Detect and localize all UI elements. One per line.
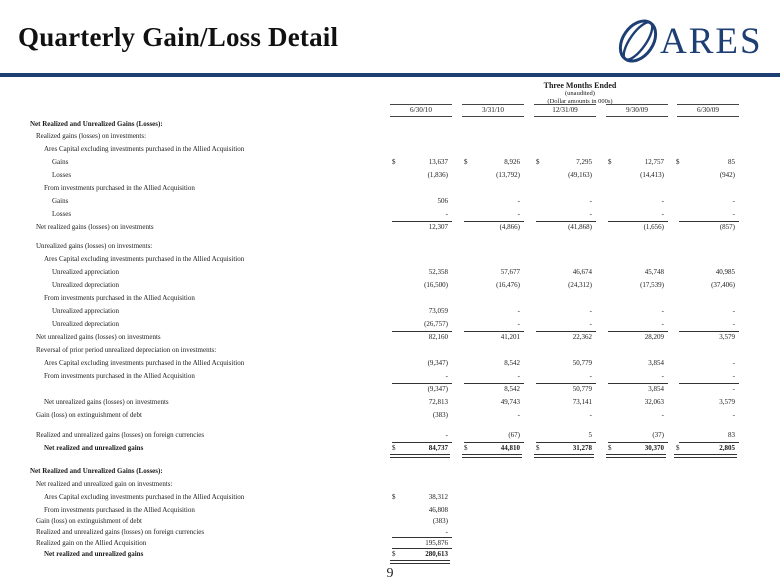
table-cell: 46,808: [428, 506, 448, 514]
table-cell: -: [589, 307, 592, 315]
table-cell: (37): [652, 431, 664, 439]
table-cell: -: [589, 411, 592, 419]
ares-globe-icon: [618, 14, 662, 68]
table-cell: (17,539): [640, 281, 664, 289]
table-cell: -: [661, 372, 664, 380]
table-cell: 3,579: [719, 333, 735, 341]
table-row: [0, 242, 780, 254]
table-cell: (67): [508, 431, 520, 439]
subtotal-rule: [536, 383, 596, 384]
table-cell: 46,674: [572, 268, 592, 276]
total-double-rule: [462, 454, 522, 458]
table-cell: 8,542: [504, 385, 520, 393]
header-rule: [0, 73, 780, 77]
dollar-sign: $: [536, 444, 540, 452]
table-cell: -: [661, 210, 664, 218]
row-label: Unrealized appreciation: [52, 268, 120, 276]
total-double-rule: [674, 454, 737, 458]
row-label: Net realized and unrealized gain on investments:: [36, 480, 173, 488]
table-cell: -: [661, 197, 664, 205]
table-cell: (942): [719, 171, 735, 179]
table-row: [0, 268, 780, 280]
table-row: [0, 411, 780, 423]
dollar-sign: $: [676, 158, 680, 166]
dollar-sign: $: [676, 444, 680, 452]
dollar-sign: $: [608, 158, 612, 166]
table-cell: (1,836): [427, 171, 448, 179]
table-cell: (14,413): [640, 171, 664, 179]
row-label: Gains: [52, 158, 69, 166]
table-row: [0, 307, 780, 319]
table-cell: 50,779: [572, 385, 592, 393]
row-label: Realized gains (losses) on investments:: [36, 132, 147, 140]
table-row: [0, 467, 780, 479]
table-cell: 28,209: [644, 333, 664, 341]
subtotal-rule: [464, 383, 524, 384]
table-cell: (16,500): [424, 281, 448, 289]
table-row: [0, 255, 780, 267]
table-cell: -: [517, 320, 520, 328]
total-double-rule: [534, 454, 594, 458]
table-row: [0, 493, 780, 505]
table-cell: 32,063: [644, 398, 664, 406]
group-subtitle: (unaudited): [565, 90, 595, 97]
row-label: Losses: [52, 171, 72, 179]
subtotal-rule: [608, 221, 668, 222]
total-double-rule: [390, 560, 450, 564]
table-row: [0, 444, 780, 456]
dollar-sign: $: [392, 444, 396, 452]
column-header-rule: [390, 104, 452, 105]
subtotal-rule: [679, 442, 739, 443]
row-label: From investments purchased in the Allied Acquisition: [44, 184, 195, 192]
subtotal-rule: [536, 221, 596, 222]
table-cell: 30,370: [644, 444, 664, 452]
table-cell: -: [732, 359, 735, 367]
table-cell: 2,805: [719, 444, 735, 452]
table-cell: -: [445, 431, 448, 439]
column-header: 12/31/09: [552, 106, 578, 114]
column-header: 9/30/09: [626, 106, 648, 114]
table-cell: (383): [432, 517, 448, 525]
row-label: Losses: [52, 210, 72, 218]
table-cell: 3,579: [719, 398, 735, 406]
table-cell: 5: [588, 431, 592, 439]
table-row: [0, 120, 780, 132]
table-row: [0, 333, 780, 345]
subtotal-rule: [536, 442, 596, 443]
subtotal-rule: [392, 442, 452, 443]
table-row: [0, 171, 780, 183]
table-cell: 13,637: [428, 158, 448, 166]
row-label: Unrealized appreciation: [52, 307, 120, 315]
table-cell: 8,542: [504, 359, 520, 367]
dollar-sign: $: [608, 444, 612, 452]
table-cell: 84,737: [428, 444, 448, 452]
table-cell: 3,854: [648, 385, 664, 393]
subtotal-rule: [608, 383, 668, 384]
subtotal-rule: [679, 331, 739, 332]
table-cell: -: [589, 372, 592, 380]
table-row: [0, 385, 780, 397]
row-label: Net realized and unrealized gains: [44, 444, 144, 452]
row-label: Net realized gains (losses) on investments: [36, 223, 154, 231]
table-cell: (383): [432, 411, 448, 419]
dollar-sign: $: [392, 550, 396, 558]
row-label: Ares Capital excluding investments purchased in the Allied Acquisition: [44, 359, 245, 367]
row-label: Unrealized depreciation: [52, 320, 120, 328]
table-row: [0, 132, 780, 144]
table-cell: -: [661, 320, 664, 328]
table-cell: 50,779: [572, 359, 592, 367]
table-row: [0, 281, 780, 293]
table-cell: (49,163): [568, 171, 592, 179]
row-label: Net unrealized gains (losses) on investments: [44, 398, 169, 406]
table-cell: -: [661, 411, 664, 419]
row-label: Gain (loss) on extinguishment of debt: [36, 517, 142, 525]
column-header-rule: [606, 104, 668, 105]
subtotal-rule: [608, 331, 668, 332]
table-cell: 73,059: [428, 307, 448, 315]
table-cell: -: [517, 307, 520, 315]
table-cell: -: [732, 411, 735, 419]
table-cell: 45,748: [644, 268, 664, 276]
table-cell: (13,792): [496, 171, 520, 179]
subtotal-rule: [464, 221, 524, 222]
table-cell: 57,677: [500, 268, 520, 276]
table-cell: (857): [719, 223, 735, 231]
page-title: Quarterly Gain/Loss Detail: [18, 22, 339, 52]
table-row: [0, 158, 780, 170]
subtotal-rule: [392, 383, 452, 384]
column-header-rule: [534, 116, 596, 117]
table-cell: 506: [437, 197, 448, 205]
table-cell: (26,757): [424, 320, 448, 328]
row-label: Ares Capital excluding investments purchased in the Allied Acquisition: [44, 255, 245, 263]
column-header: 3/31/10: [482, 106, 504, 114]
table-cell: -: [732, 320, 735, 328]
dollar-sign: $: [464, 444, 468, 452]
column-header-rule: [677, 104, 739, 105]
table-cell: 83: [728, 431, 735, 439]
table-row: [0, 398, 780, 410]
row-label: Unrealized gains (losses) on investments:: [36, 242, 153, 250]
dollar-sign: $: [464, 158, 468, 166]
table-row: [0, 223, 780, 235]
logo-text: ARES: [660, 21, 763, 62]
table-cell: -: [732, 372, 735, 380]
table-cell: 12,307: [428, 223, 448, 231]
table-cell: 280,613: [425, 550, 448, 558]
row-label: From investments purchased in the Allied Acquisition: [44, 294, 195, 302]
row-label: Reversal of prior period unrealized depreciation on investments:: [36, 346, 217, 354]
dollar-sign: $: [392, 493, 396, 501]
subtotal-rule: [608, 442, 668, 443]
table-cell: (24,312): [568, 281, 592, 289]
column-header: 6/30/10: [410, 106, 432, 114]
subtotal-rule: [392, 221, 452, 222]
row-label: Gain (loss) on extinguishment of debt: [36, 411, 142, 419]
table-cell: -: [589, 210, 592, 218]
column-header-rule: [390, 116, 452, 117]
subtotal-rule: [679, 383, 739, 384]
table-row: [0, 184, 780, 196]
table-cell: -: [661, 307, 664, 315]
row-label: Ares Capital excluding investments purchased in the Allied Acquisition: [44, 145, 245, 153]
row-label: Net unrealized gains (losses) on investments: [36, 333, 161, 341]
table-cell: -: [732, 385, 735, 393]
table-cell: (9,347): [427, 385, 448, 393]
subtotal-rule: [464, 331, 524, 332]
table-cell: (9,347): [427, 359, 448, 367]
table-cell: -: [589, 320, 592, 328]
table-cell: 195,876: [425, 539, 448, 547]
row-label: Realized gain on the Allied Acquisition: [36, 539, 147, 547]
table-cell: 52,358: [428, 268, 448, 276]
table-cell: -: [445, 528, 448, 536]
row-label: From investments purchased in the Allied Acquisition: [44, 506, 195, 514]
row-label: Realized and unrealized gains (losses) on foreign currencies: [36, 431, 205, 439]
table-cell: (41,868): [568, 223, 592, 231]
column-header-rule: [462, 104, 524, 105]
table-cell: 82,160: [428, 333, 448, 341]
page-number: 9: [386, 566, 394, 581]
subtotal-rule: [536, 331, 596, 332]
row-label: Gains: [52, 197, 69, 205]
table-row: [0, 294, 780, 306]
row-label: Unrealized depreciation: [52, 281, 120, 289]
row-label: Net realized and unrealized gains: [44, 550, 144, 558]
table-cell: -: [589, 197, 592, 205]
table-cell: -: [732, 197, 735, 205]
dollar-sign: $: [392, 158, 396, 166]
column-header-rule: [606, 116, 668, 117]
table-row: [0, 550, 780, 562]
table-cell: 12,757: [644, 158, 664, 166]
table-cell: 85: [728, 158, 735, 166]
subtotal-rule: [392, 537, 452, 538]
table-cell: -: [517, 210, 520, 218]
table-cell: -: [445, 372, 448, 380]
table-cell: 44,810: [500, 444, 520, 452]
table-cell: 41,201: [500, 333, 520, 341]
table-cell: 73,141: [572, 398, 592, 406]
table-cell: (1,656): [643, 223, 664, 231]
table-cell: 8,926: [504, 158, 520, 166]
row-label: From investments purchased in the Allied Acquisition: [44, 372, 195, 380]
row-label: Net Realized and Unrealized Gains (Losses):: [30, 467, 163, 475]
row-label: Net Realized and Unrealized Gains (Losses):: [30, 120, 163, 128]
table-row: [0, 346, 780, 358]
column-header-rule: [534, 104, 596, 105]
table-cell: 31,278: [572, 444, 592, 452]
row-label: Ares Capital excluding investments purchased in the Allied Acquisition: [44, 493, 245, 501]
ares-logo: [618, 14, 768, 68]
table-cell: (4,866): [499, 223, 520, 231]
column-header: 6/30/09: [697, 106, 719, 114]
table-cell: 72,813: [428, 398, 448, 406]
group-title: Three Months Ended: [543, 81, 617, 90]
table-row: [0, 145, 780, 157]
subtotal-rule: [392, 548, 452, 549]
table-cell: -: [517, 197, 520, 205]
subtotal-rule: [392, 331, 452, 332]
total-double-rule: [390, 454, 450, 458]
table-cell: -: [517, 372, 520, 380]
column-header-rule: [462, 116, 524, 117]
table-cell: 40,985: [715, 268, 735, 276]
table-cell: -: [517, 411, 520, 419]
table-cell: 38,312: [428, 493, 448, 501]
table-row: [0, 359, 780, 371]
table-cell: (37,406): [711, 281, 735, 289]
table-cell: 3,854: [648, 359, 664, 367]
dollar-sign: $: [536, 158, 540, 166]
row-label: Realized and unrealized gains (losses) on foreign currencies: [36, 528, 205, 536]
subtotal-rule: [464, 442, 524, 443]
subtotal-rule: [679, 221, 739, 222]
table-cell: 7,295: [576, 158, 592, 166]
table-row: [0, 480, 780, 492]
column-header-rule: [677, 116, 739, 117]
table-cell: 22,362: [572, 333, 592, 341]
table-cell: -: [445, 210, 448, 218]
table-cell: (16,476): [496, 281, 520, 289]
table-cell: 49,743: [500, 398, 520, 406]
total-double-rule: [606, 454, 666, 458]
table-row: [0, 197, 780, 209]
group-units: (Dollar amounts in 000s): [547, 98, 613, 105]
table-cell: -: [732, 210, 735, 218]
table-cell: -: [732, 307, 735, 315]
